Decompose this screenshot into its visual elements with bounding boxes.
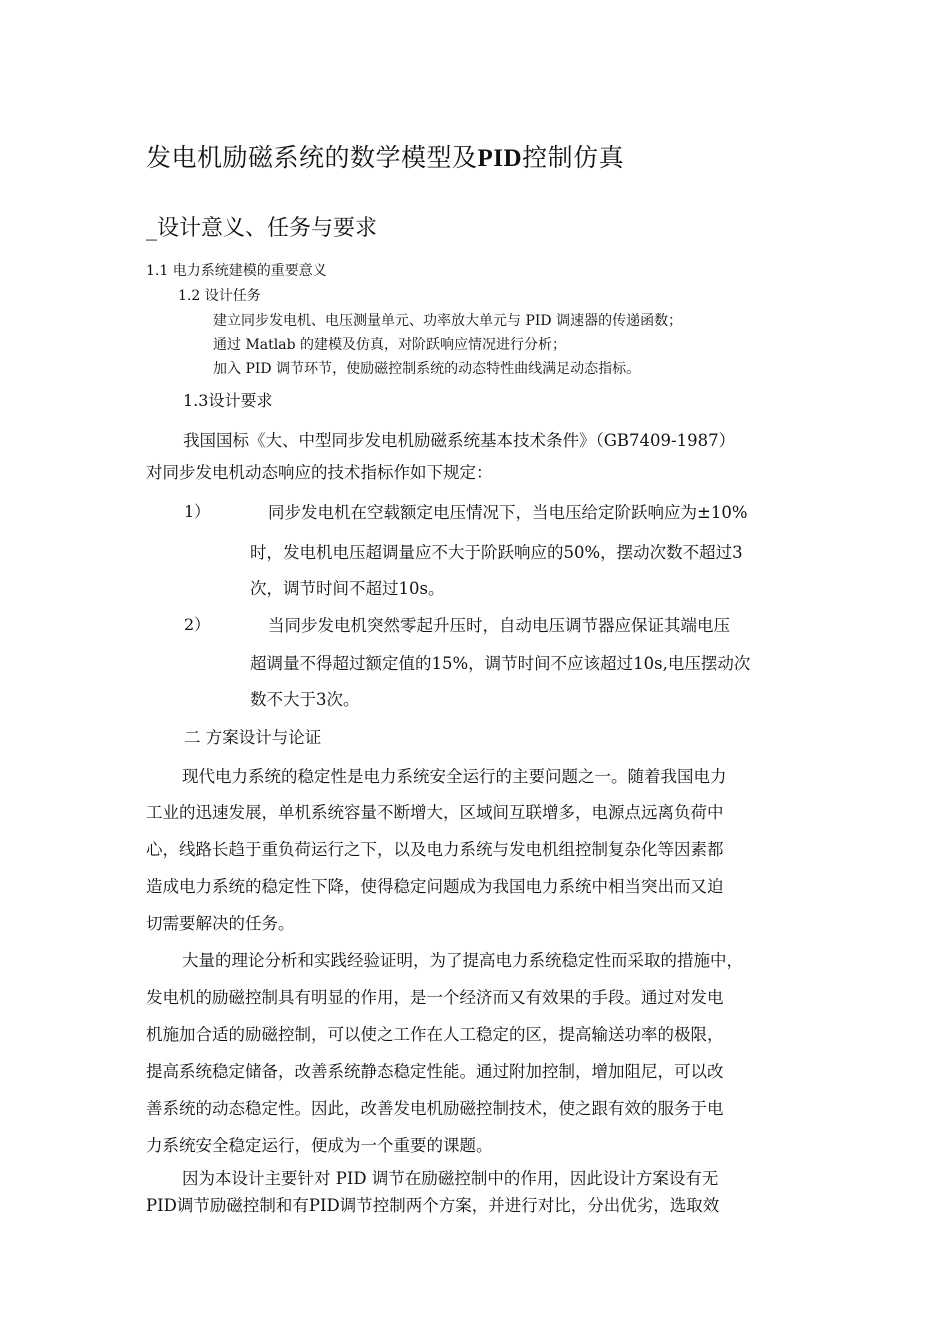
standard-intro-line: 对同步发电机动态响应的技术指标作如下规定： [146, 463, 493, 482]
section1-heading: _设计意义、任务与要求 [146, 216, 378, 241]
subheading-1-3: 1.3设计要求 [183, 391, 273, 410]
requirement-number: 2） [184, 615, 211, 634]
paragraph-line: 现代电力系统的稳定性是电力系统安全运行的主要问题之一。随着我国电力 [182, 767, 727, 786]
task-item: 通过 Matlab 的建模及仿真，对阶跃响应情况进行分析； [213, 337, 566, 353]
paragraph-line: 力系统安全稳定运行，便成为一个重要的课题。 [146, 1136, 493, 1155]
standard-intro-line: 我国国标《大、中型同步发电机励磁系统基本技术条件》（GB7409-1987） [183, 431, 736, 450]
task-item: 加入 PID 调节环节，使励磁控制系统的动态特性曲线满足动态指标。 [213, 361, 641, 377]
subheading-1-1: 1.1 电力系统建模的重要意义 [146, 263, 327, 279]
requirement-line: 数不大于3次。 [250, 690, 360, 709]
paragraph-line: 造成电力系统的稳定性下降，使得稳定问题成为我国电力系统中相当突出而又迫 [146, 877, 724, 896]
requirement-number: 1） [184, 502, 211, 521]
requirement-line: 时，发电机电压超调量应不大于阶跃响应的50%，摆动次数不超过3 [250, 543, 743, 562]
title-bold: PID [477, 145, 523, 172]
paragraph-line: 心，线路长趋于重负荷运行之下，以及电力系统与发电机组控制复杂化等因素都 [146, 840, 724, 859]
paragraph-line: 发电机的励磁控制具有明显的作用，是一个经济而又有效果的手段。通过对发电 [146, 988, 724, 1007]
requirement-line: 次，调节时间不超过10s。 [250, 579, 445, 598]
requirement-line: 同步发电机在空载额定电压情况下，当电压给定阶跃响应为±10% [268, 503, 748, 522]
document-title [146, 138, 624, 174]
title-main: 发电机励磁系统的数学模型及 [146, 143, 478, 172]
title-tail: 控制仿真 [522, 143, 625, 172]
requirement-line: 当同步发电机突然零起升压时，自动电压调节器应保证其端电压 [268, 616, 730, 635]
paragraph-line: 因为本设计主要针对 PID 调节在励磁控制中的作用，因此设计方案设有无 [182, 1169, 719, 1188]
paragraph-line: 工业的迅速发展，单机系统容量不断增大，区域间互联增多，电源点远离负荷中 [146, 803, 724, 822]
paragraph-line: 切需要解决的任务。 [146, 914, 295, 933]
paragraph-line: 提高系统稳定储备，改善系统静态稳定性能。通过附加控制，增加阻尼，可以改 [146, 1062, 724, 1081]
subheading-1-2: 1.2 设计任务 [178, 288, 261, 304]
requirement-line: 超调量不得超过额定值的15%，调节时间不应该超过10s,电压摆动次 [250, 654, 751, 673]
paragraph-line: PID调节励磁控制和有PID调节控制两个方案，并进行对比，分出优劣，选取效 [146, 1196, 720, 1215]
task-item: 建立同步发电机、电压测量单元、功率放大单元与 PID 调速器的传递函数； [213, 313, 683, 329]
paragraph-line: 大量的理论分析和实践经验证明，为了提高电力系统稳定性而采取的措施中， [182, 951, 743, 970]
paragraph-line: 机施加合适的励磁控制，可以使之工作在人工稳定的区，提高输送功率的极限， [146, 1025, 724, 1044]
paragraph-line: 善系统的动态稳定性。因此，改善发电机励磁控制技术，使之跟有效的服务于电 [146, 1099, 724, 1118]
section2-heading: 二 方案设计与论证 [184, 728, 322, 747]
